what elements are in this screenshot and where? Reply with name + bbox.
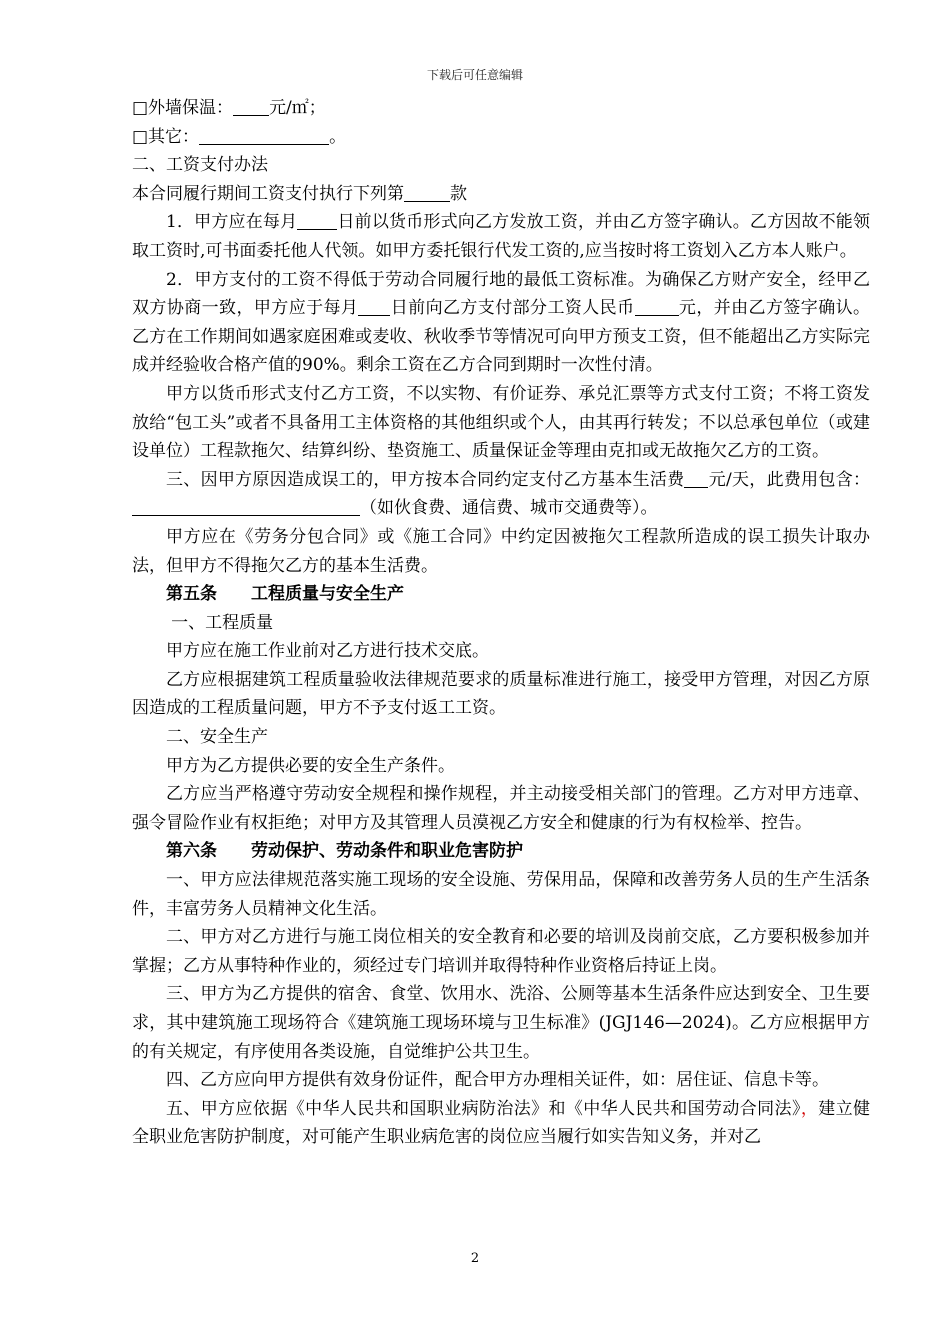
- blank-field: [233, 97, 269, 116]
- blank-field: [358, 297, 390, 316]
- unit-text: 元/㎡；: [269, 98, 326, 118]
- paragraph-8: 甲方为乙方提供必要的安全生产条件。: [166, 755, 455, 776]
- paragraph-3: 甲方以货币形式支付乙方工资，不以实物、有价证券、承兑汇票等方式支付工资；不将工资发放给“包工头”或者不具备用工主体资格的其他组织或个人，由其再行转发；不以总承包单位（或建设单位）工程款拖欠、结算纠纷、垫资施工、质量保证金等理由克扣或无故拖欠乙方的工资。: [132, 383, 870, 462]
- section-wage-payment: 二、工资支付办法: [132, 155, 268, 176]
- paragraph-7: 乙方应根据建筑工程质量验收法律规范要求的质量标准进行施工，接受甲方管理，对因乙方原因造成的工程质量问题，甲方不予支付返工工资。: [132, 669, 870, 719]
- blank-field: [132, 497, 360, 516]
- subsection-safety: 二、安全生产: [166, 727, 268, 748]
- text: 建立健全职业危害防护制度，对可能产生职业病危害的岗位应当履行如实告知义务，并对乙: [132, 1098, 871, 1148]
- blank-field: [297, 211, 337, 230]
- paragraph-6: 甲方应在施工作业前对乙方进行技术交底。: [166, 641, 489, 662]
- paragraph-4: [132, 466, 870, 523]
- paragraph-13: 四、乙方应向甲方提供有效身份证件，配合甲方办理相关证件，如：居住证、信息卡等。: [166, 1070, 829, 1091]
- article-6-heading: 第六条 劳动保护、劳动条件和职业危害防护: [166, 841, 523, 862]
- checkbox-label: □外墙保温：: [132, 98, 234, 118]
- punct: 。: [329, 126, 347, 147]
- blank-field: [684, 469, 708, 488]
- article-5-heading: 第五条 工程质量与安全生产: [166, 584, 404, 605]
- text: 元，并由乙方签字确认。乙方在工作期间如遇家庭困难或麦收、秋收季节等情况可向甲方预支工资，但不能超出乙方实际完成并经验收合格产值的90%。剩余工资在乙方合同到期时一次性付清。: [132, 298, 871, 376]
- checkbox-label: □其它：: [132, 126, 200, 147]
- paragraph-12: 三、甲方为乙方提供的宿舍、食堂、饮用水、洗浴、公厕等基本生活条件应达到安全、卫生要求，其中建筑施工现场符合《建筑施工现场环境与卫生标准》(JGJ146—2024)。乙方应根据甲方的有关规定，有序使用各类设施，自觉维护公共卫生。: [132, 984, 870, 1062]
- red-comma: ，: [800, 1098, 819, 1119]
- page-header: 下载后可任意编辑: [426, 68, 523, 82]
- text: 日前向乙方支付部分工资人民币: [390, 298, 635, 319]
- text: 1．甲方应在每月: [166, 212, 298, 233]
- paragraph-9: 乙方应当严格遵守劳动安全规程和操作规程，并主动接受相关部门的管理。乙方对甲方违章、强令冒险作业有权拒绝；对甲方及其管理人员漠视乙方安全和健康的行为有权检举、控告。: [132, 784, 870, 833]
- text: （如伙食费、通信费、城市交通费等）。: [360, 498, 658, 519]
- text: 三、因甲方原因造成误工的，甲方按本合同约定支付乙方基本生活费: [166, 469, 685, 490]
- paragraph-11: 二、甲方对乙方进行与施工岗位相关的安全教育和必要的培训及岗前交底，乙方要积极参加并掌握；乙方从事特种作业的，须经过专门培训并取得特种作业资格后持证上岗。: [132, 927, 870, 976]
- paragraph-2: [132, 266, 870, 380]
- paragraph-10: 一、甲方应法律规范落实施工现场的安全设施、劳保用品，保障和改善劳务人员的生产生活条件，丰富劳务人员精神文化生活。: [132, 870, 870, 919]
- text: 元/天，此费用包含：: [708, 469, 870, 490]
- text: 日前以货币形式向乙方发放工资，并由乙方签字确认。乙方因故不能领取工资时,可书面委托他人代领。如甲方委托银行代发工资的,应当按时将工资划入乙方本人账户。: [132, 212, 870, 261]
- blank-field: [199, 126, 329, 145]
- subsection-quality: 一、工程质量: [171, 612, 274, 633]
- paragraph-14: [132, 1095, 870, 1152]
- page-number: 2: [470, 1251, 480, 1266]
- paragraph-1: [132, 208, 870, 265]
- blank-field: [404, 183, 450, 202]
- text: 款: [450, 183, 467, 204]
- text: 本合同履行期间工资支付执行下列第: [132, 183, 404, 204]
- line-clause-select: [132, 180, 870, 209]
- line-other: [132, 123, 870, 152]
- text: 五、甲方应依据《中华人民共和国职业病防治法》和《中华人民共和国劳动合同法》: [166, 1098, 801, 1119]
- blank-field: [635, 297, 679, 316]
- document-body: [132, 94, 870, 1152]
- paragraph-5: 甲方应在《劳务分包合同》或《施工合同》中约定因被拖欠工程款所造成的误工损失计取办法，但甲方不得拖欠乙方的基本生活费。: [132, 526, 870, 576]
- text: 2．甲方支付的工资不得低于劳动合同履行地的最低工资标准。为确保乙方财产安全，经甲乙双方协商一致，甲方应于每月: [132, 269, 870, 319]
- line-exterior-insulation: [132, 94, 870, 123]
